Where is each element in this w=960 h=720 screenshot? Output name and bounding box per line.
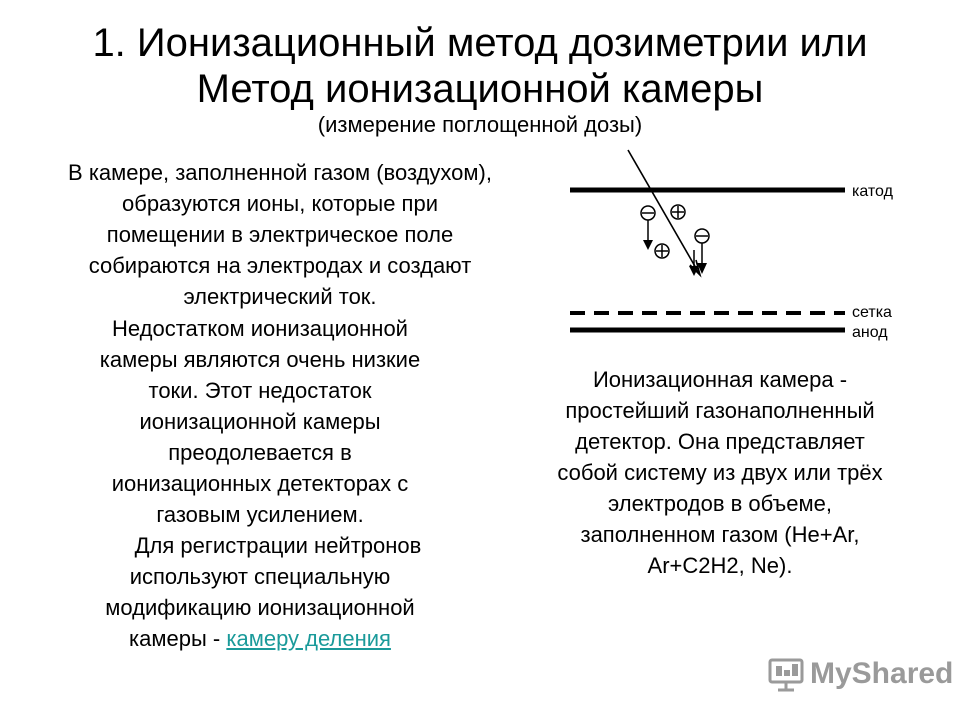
- slide-title: [0, 20, 960, 112]
- text-line: В камере, заполненной газом (воздухом),: [68, 160, 492, 185]
- text-line: Для регистрации нейтронов: [134, 533, 422, 558]
- text-line: преодолевается в: [168, 440, 352, 465]
- text-line-with-link: [20, 623, 500, 654]
- watermark-logo: [768, 654, 953, 694]
- text-line: детектор. Она представляет: [575, 429, 865, 454]
- text-line: Ионизационная камера -: [592, 367, 848, 392]
- text-line: ионизационной камеры: [139, 409, 381, 434]
- text-line: токи. Этот недостаток: [148, 378, 372, 403]
- ionization-chamber-diagram: [560, 140, 920, 350]
- text-line: модификацию ионизационной: [105, 595, 415, 620]
- text-line: Ar+C2H2, Ne).: [647, 553, 793, 578]
- presentation-icon: [768, 656, 804, 692]
- text-line: газовым усилением.: [156, 502, 364, 527]
- title-line-2: Метод ионизационной камеры: [196, 67, 764, 111]
- subtitle: (измерение поглощенной дозы): [317, 112, 643, 137]
- text-line: электродов в объеме,: [608, 491, 832, 516]
- text-line: камеры являются очень низкие: [99, 347, 421, 372]
- cathode-label: катод: [852, 183, 893, 200]
- paragraph-definition: [500, 364, 940, 581]
- text-line: собой систему из двух или трёх: [557, 460, 883, 485]
- text-line: ионизационных детекторах с: [111, 471, 409, 496]
- anode-label: анод: [852, 324, 888, 341]
- paragraph-ion-formation: [10, 157, 550, 312]
- down-arrow-icon: [643, 240, 653, 250]
- text-line: используют специальную: [129, 564, 391, 589]
- grid-label: сетка: [852, 304, 892, 321]
- text-line: помещении в электрическое поле: [106, 222, 454, 247]
- paragraph-disadvantage: [20, 313, 500, 654]
- text-line: Недостатком ионизационной: [112, 316, 408, 341]
- link-prefix: камеры -: [129, 626, 227, 651]
- text-line: простейший газонаполненный: [565, 398, 875, 423]
- watermark-text: MyShared: [810, 657, 954, 690]
- title-line-1: 1. Ионизационный метод дозиметрии или: [92, 21, 868, 65]
- text-line: собираются на электродах и создают: [88, 253, 472, 278]
- fission-chamber-link[interactable]: камеру деления: [226, 626, 391, 651]
- text-line: заполненном газом (He+Ar,: [580, 522, 860, 547]
- text-line: электрический ток.: [183, 284, 377, 309]
- text-line: образуются ионы, которые при: [121, 191, 438, 216]
